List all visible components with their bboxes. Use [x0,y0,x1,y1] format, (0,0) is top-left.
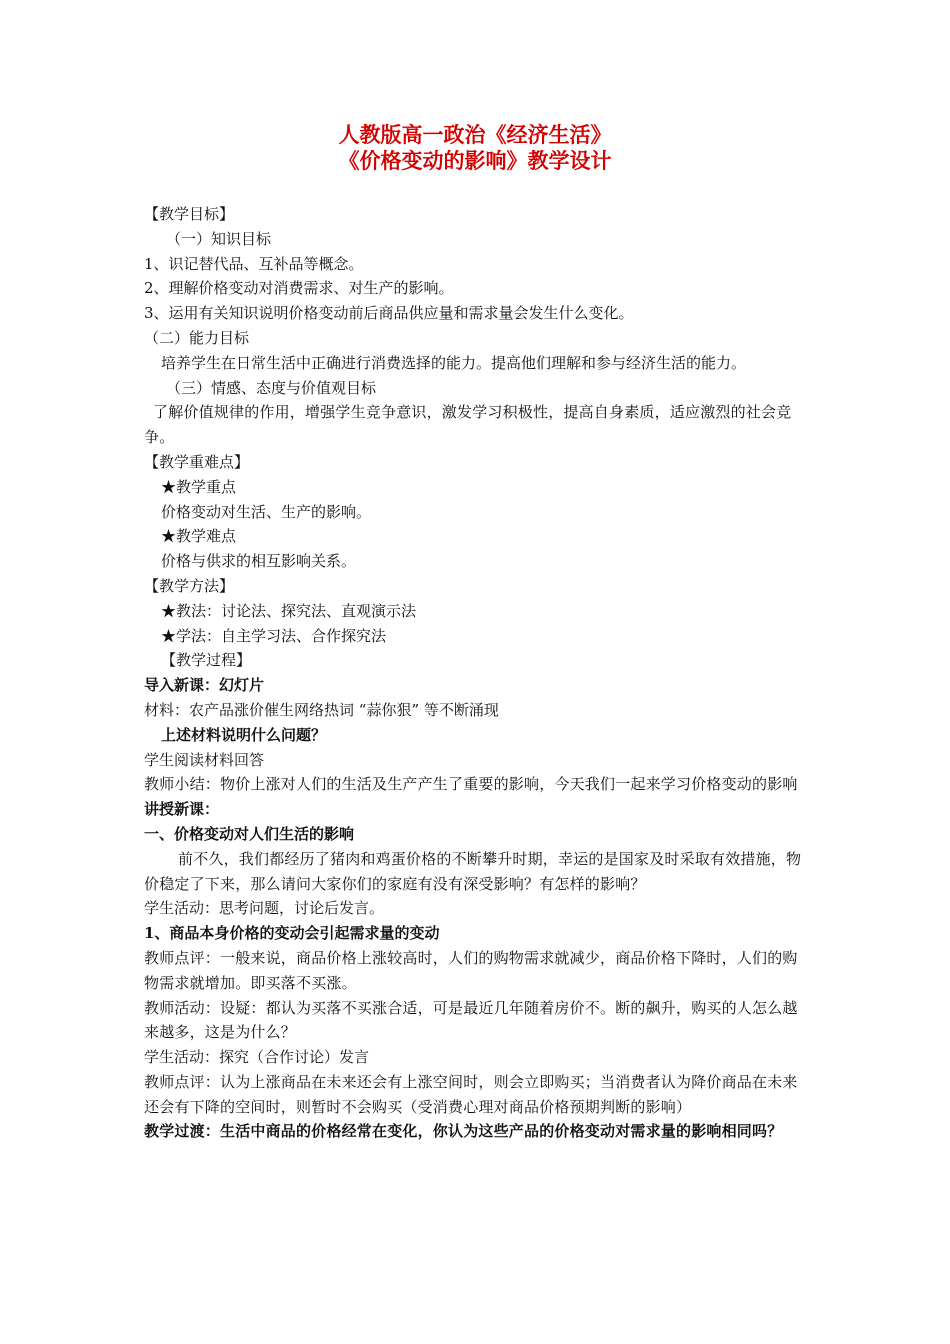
bold-heading: 一、价格变动对人们生活的影响 [144,824,355,843]
subheading-knowledge-goals: （一）知识目标 [166,229,272,248]
bold-question: 上述材料说明什么问题？ [161,725,327,744]
section-heading-methods: 【教学方法】 [144,576,235,595]
paragraph: 学生活动：思考问题，讨论后发言。 [144,899,385,918]
paragraph: 前不久，我们都经历了猪肉和鸡蛋价格的不断攀升时期，幸运的是国家及时采取有效措施，物价稳定了下来，那么请问大家你们的家庭有没有深受影响？有怎样的影响？ [144,849,802,893]
section-heading-objectives: 【教学目标】 [144,205,235,223]
bold-heading: 讲授新课： [144,800,220,819]
paragraph: 学生阅读材料回答 [144,750,265,769]
paragraph: 教师小结：物价上涨对人们的生活及生产产生了重要的影响，今天我们一起来学习价格变动的影响 [144,775,798,794]
subheading-key-point: ★教学重点 [161,477,237,496]
paragraph: 了解价值规律的作用，增强学生竞争意识，激发学习积极性，提高自身素质，适应激烈的社会竞争。 [144,403,792,447]
subheading-emotion-goals: （三）情感、态度与价值观目标 [166,378,377,397]
paragraph: 培养学生在日常生活中正确进行消费选择的能力。提高他们理解和参与经济生活的能力。 [161,353,747,372]
bold-paragraph: 教学过渡：生活中商品的价格经常在变化，你认为这些产品的价格变动对需求量的影响相同吗？ [144,1122,783,1141]
list-item: 1、识记替代品、互补品等概念。 [144,254,364,273]
subheading-difficult-point: ★教学难点 [161,527,237,546]
paragraph: 材料：农产品涨价催生网络热词 “蒜你狠” 等不断涌现 [144,700,499,719]
document-title-line2: 《价格变动的影响》教学设计 [338,149,612,173]
paragraph: ★教法：讨论法、探究法、直观演示法 [161,601,417,620]
paragraph: ★学法：自主学习法、合作探究法 [161,626,387,645]
list-item: 3、运用有关知识说明价格变动前后商品供应量和需求量会发生什么变化。 [144,304,634,323]
paragraph: 教师点评：认为上涨商品在未来还会有上涨空间时，则会立即购买；当消费者认为降价商品在未来还会有下降的空间时，则暂时不会购买（受消费心理对商品价格预期判断的影响） [144,1072,798,1116]
paragraph: 教师点评：一般来说，商品价格上涨较高时，人们的购物需求就减少，商品价格下降时，人们的购物需求就增加。即买落不买涨。 [144,948,798,992]
paragraph: 价格变动对生活、生产的影响。 [161,502,372,521]
section-heading-key-points: 【教学重难点】 [144,452,250,471]
bold-heading: 导入新课：幻灯片 [144,676,265,695]
document-title-line1: 人教版高一政治《经济生活》 [338,123,612,147]
list-item: 2、理解价格变动对消费需求、对生产的影响。 [144,279,454,298]
document-body [144,202,812,1144]
subheading-ability-goals: （二）能力目标 [144,328,250,347]
paragraph: 价格与供求的相互影响关系。 [161,552,357,571]
paragraph: 学生活动：探究（合作讨论）发言 [144,1048,370,1067]
section-heading-process: 【教学过程】 [161,651,252,670]
paragraph: 教师活动：设疑：都认为买落不买涨合适，可是最近几年随着房价不。断的飙升，购买的人怎么越来越多，这是为什么？ [144,998,798,1042]
bold-heading: 1、商品本身价格的变动会引起需求量的变动 [144,924,440,943]
